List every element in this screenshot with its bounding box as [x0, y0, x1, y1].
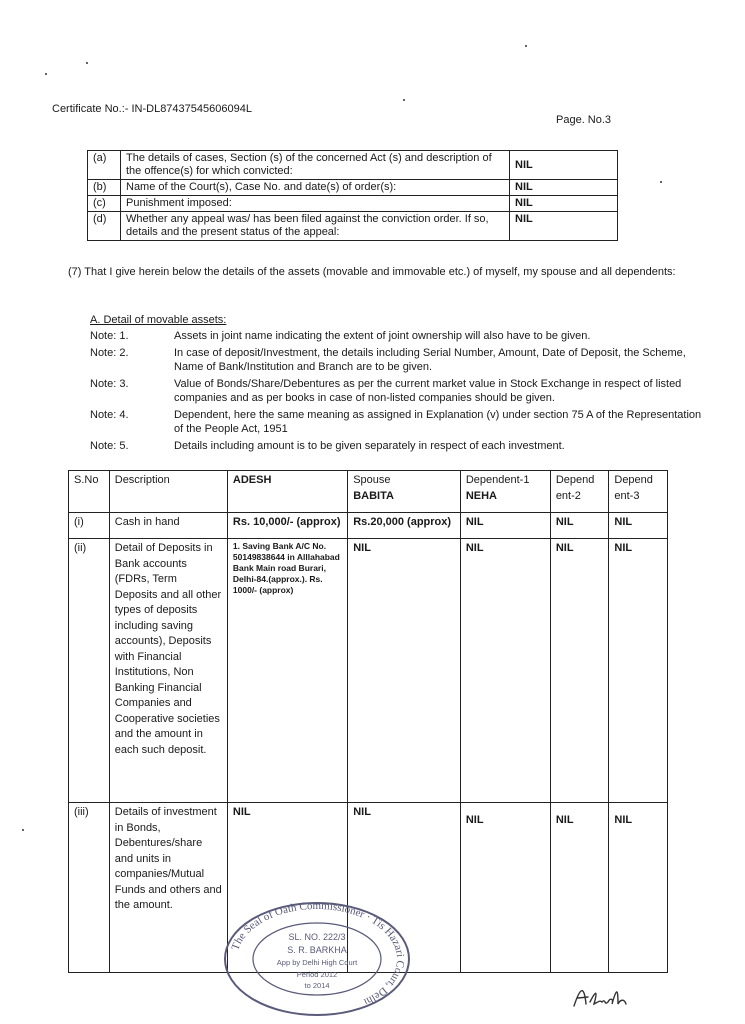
header-dependent-3: Depend ent-3 [609, 471, 668, 513]
table-row [69, 539, 668, 803]
row-text: Name of the Court(s), Case No. and date(s) of order(s): [121, 180, 510, 196]
note-label: Note: 5. [90, 439, 129, 452]
paragraph-7: (7) That I give herein below the details of the assets (movable and immovable etc.) of myself, my spouse and all dependents: [68, 266, 676, 278]
scan-speck [403, 99, 405, 101]
svg-text:The Seal of Oath Commissioner: The Seal of Oath Commissioner · Tis Hazari Court, Delhi [229, 900, 407, 1009]
note-label: Note: 4. [90, 408, 129, 421]
header-spouse-label: Spouse [353, 474, 391, 486]
table-row [88, 196, 618, 212]
row-text: Whether any appeal was/ has been filed against the conviction order. If so, details and the present status of the appeal: [121, 212, 510, 241]
seal-line-3: App by Delhi High Court [276, 958, 358, 967]
note-label: Note: 2. [90, 346, 129, 359]
row-label: (a) [88, 151, 121, 180]
page-number: Page. No.3 [556, 114, 612, 126]
seal-line-1: SL. NO. 222/3 [288, 932, 346, 942]
cell-dependent-1: NIL [460, 803, 550, 973]
cell-self: NIL [227, 803, 347, 973]
note-text: In case of deposit/Investment, the details including Serial Number, Amount, Date of Deposit, the Scheme, Name of Bank/Institution and Branch are to be given. [174, 346, 686, 373]
table-row [88, 151, 618, 180]
header-dependent-1 [460, 471, 550, 513]
table-row [88, 180, 618, 196]
cell-spouse: NIL [348, 803, 461, 973]
header-spouse-name: BABITA [353, 489, 394, 502]
note-label: Note: 1. [90, 330, 129, 342]
cell-sno: (iii) [69, 803, 110, 973]
row-value: NIL [510, 151, 618, 180]
note-item [90, 346, 710, 375]
table-row [69, 513, 668, 539]
header-dependent-1-label: Dependent-1 [465, 474, 530, 486]
row-label: (c) [88, 196, 121, 212]
row-label: (d) [88, 212, 121, 241]
scan-speck [86, 62, 88, 64]
table-header-row [69, 471, 668, 513]
cell-spouse: Rs.20,000 (approx) [348, 513, 461, 539]
cell-spouse: NIL [348, 539, 461, 803]
note-text: Assets in joint name indicating the extent of joint ownership will also have to be given. [174, 330, 591, 342]
note-item [90, 329, 710, 344]
cell-description: Details of investment in Bonds, Debentures/share and units in companies/Mutual Funds and others and the amount. [109, 803, 227, 973]
cell-sno: (ii) [69, 539, 110, 803]
cell-dependent-1: NIL [460, 513, 550, 539]
seal-line-2: S. R. BARKHA [287, 945, 347, 955]
header-sno: S.No [69, 471, 110, 513]
note-text: Value of Bonds/Share/Debentures as per the current market value in Stock Exchange in respect of listed companies and as per books in case of non-listed companies should be given. [174, 377, 682, 404]
row-text: The details of cases, Section (s) of the concerned Act (s) and description of the offence(s) for which convicted: [121, 151, 510, 180]
cell-description: Detail of Deposits in Bank accounts (FDRs, Term Deposits and all other types of deposits including saving accounts), Deposits with Financial Institutions, Non Banking Financial Companies and Cooperative societies and the amount in each such deposit. [109, 539, 227, 803]
cell-dependent-2: NIL [550, 513, 609, 539]
section-a-heading: A. Detail of movable assets: [90, 314, 227, 326]
seal-line-4: Period 2012 [296, 970, 338, 979]
row-text: Punishment imposed: [121, 196, 510, 212]
cell-dependent-2: NIL [550, 803, 609, 973]
note-item [90, 377, 710, 406]
row-value: NIL [510, 196, 618, 212]
cell-dependent-2: NIL [550, 539, 609, 803]
note-text: Dependent, here the same meaning as assigned in Explanation (v) under section 75 A of the Representation of the People Act, 1951 [174, 408, 702, 435]
scan-speck [45, 73, 47, 75]
notes-list [90, 329, 710, 455]
oath-commissioner-seal [222, 900, 412, 1018]
cell-sno: (i) [69, 513, 110, 539]
cell-dependent-3: NIL [609, 803, 668, 973]
certificate-number: Certificate No.:- IN-DL87437545606094L [52, 103, 252, 115]
header-dependent-2: Depend ent-2 [550, 471, 609, 513]
scan-speck [22, 829, 24, 831]
scan-speck [660, 181, 662, 183]
header-dependent-1-name: NEHA [465, 489, 497, 502]
cell-self: Rs. 10,000/- (approx) [227, 513, 347, 539]
row-value: NIL [510, 180, 618, 196]
cell-description: Cash in hand [109, 513, 227, 539]
conviction-details-table [87, 150, 618, 241]
cell-self: 1. Saving Bank A/C No. 50149838644 in Alllahabad Bank Main road Burari, Delhi-84.(approx.). Rs. 1000/- (approx) [227, 539, 347, 803]
header-description: Description [109, 471, 227, 513]
table-row [88, 212, 618, 241]
note-item [90, 439, 710, 454]
scan-speck [525, 45, 527, 47]
cell-dependent-3: NIL [609, 513, 668, 539]
header-spouse [348, 471, 461, 513]
note-label: Note: 3. [90, 377, 129, 390]
row-value: NIL [510, 212, 618, 241]
row-label: (b) [88, 180, 121, 196]
header-self: ADESH [227, 471, 347, 513]
cell-dependent-3: NIL [609, 539, 668, 803]
movable-assets-table [68, 470, 668, 973]
note-item [90, 408, 710, 437]
signature [570, 980, 632, 1012]
cell-dependent-1: NIL [460, 539, 550, 803]
note-text: Details including amount is to be given separately in respect of each investment. [174, 439, 565, 452]
seal-line-5: to 2014 [304, 981, 330, 990]
